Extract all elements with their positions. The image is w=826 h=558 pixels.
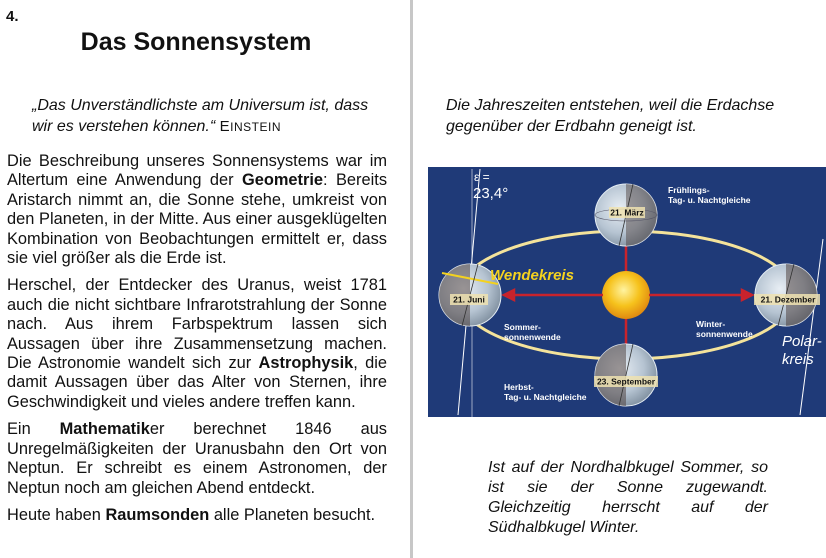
paragraph-3 [7,420,387,498]
page-number: 4. [6,8,19,25]
label-winter-1: Winter- [696,319,726,329]
earth-september [594,344,658,406]
paragraph-1-text-c: : Bereits Aristarch nimmt an, die Sonne stehe, umkreist von den Planeten, in der Mitte. Aus einer ausgeklügelten Kombination von Beobachtungen ermittelt er, dass sie viel größer als die Erde ist. [7,171,388,268]
paragraph-2-text-c: , die damit Aussagen über das Alter von Sternen, ihre Geschwindigkeit und vieles andere treffen kann. [7,354,387,411]
label-sommer-2: sonnenwende [504,332,561,342]
earth-maerz [595,184,657,246]
label-fruehling-2: Tag- u. Nachtgleiche [668,195,751,205]
paragraph-4-text-a: Heute haben [7,505,106,524]
sun [602,271,650,319]
label-polarkreis-2: kreis [782,351,814,368]
paragraph-2 [7,276,387,412]
label-sommer-1: Sommer- [504,322,541,332]
paragraph-1-text-a: Die Beschreibung unseres Sonnensystems war im Altertum eine Anwendung der [7,152,387,190]
epsilon-label: ε = [474,170,490,184]
quote-author-rest: INSTEIN [230,120,282,134]
label-herbst-1: Herbst- [504,382,534,392]
quote [32,95,382,138]
caption-bottom: Ist auf der Nordhalbkugel Sommer, so ist sie der Sonne zugewandt. Gleichzeitig herrscht auf der Südhalbkugel Winter. [488,459,768,536]
label-winter-2: sonnenwende [696,329,753,339]
label-september: 23. September [596,376,656,387]
label-maerz: 21. März [610,207,644,218]
paragraph-2-bold: Astrophysik [258,354,354,373]
paragraph-3-text-c: er berechnet 1846 aus Unregelmäßigkeiten der Uranusbahn den Ort von Neptun. Er schreibt es einem Astronomen, der Neptun noch am gleichen Abend entdeckt. [7,420,388,497]
paragraph-3-bold: Mathematik [59,420,150,439]
epsilon-value: 23,4° [473,185,509,202]
quote-author-initial: E [219,118,231,135]
seasons-diagram [428,167,826,417]
label-polarkreis-1: Polar- [782,333,822,350]
paragraph-3-text-a: Ein [7,420,60,439]
paragraph-1-bold: Geometrie [241,171,324,190]
paragraph-4-text-c: alle Planeten besucht. [209,505,376,524]
paragraph-2-text-a: Herschel, der Entdecker des Uranus, weist 1781 auch die nicht sichtbare Infrarotstrahlung der Sonne nach. Aus ihrem Farbspektrum lassen sich Aussagen über ihre Zusammensetzung machen. Die Astronomie wandelt sich zur [7,276,387,373]
label-dezember: 21. Dezember [760,294,816,305]
label-herbst-2: Tag- u. Nachtgleiche [504,392,587,402]
label-fruehling-1: Frühlings- [668,185,710,195]
quote-author [220,120,281,134]
paragraph-4 [7,506,387,525]
page-title: Das Sonnensystem [80,28,312,56]
body-text [7,152,387,533]
quote-text: „Das Unverständlichste am Universum ist, dass wir es verstehen können.“ [32,97,369,135]
label-wendekreis: Wendekreis [490,267,574,284]
column-divider [410,0,413,558]
label-juni: 21. Juni [453,294,485,305]
caption-top: Die Jahreszeiten entstehen, weil die Erdachse gegenüber der Erdbahn geneigt ist. [446,97,775,135]
paragraph-4-bold: Raumsonden [105,505,210,524]
paragraph-1 [7,152,387,268]
